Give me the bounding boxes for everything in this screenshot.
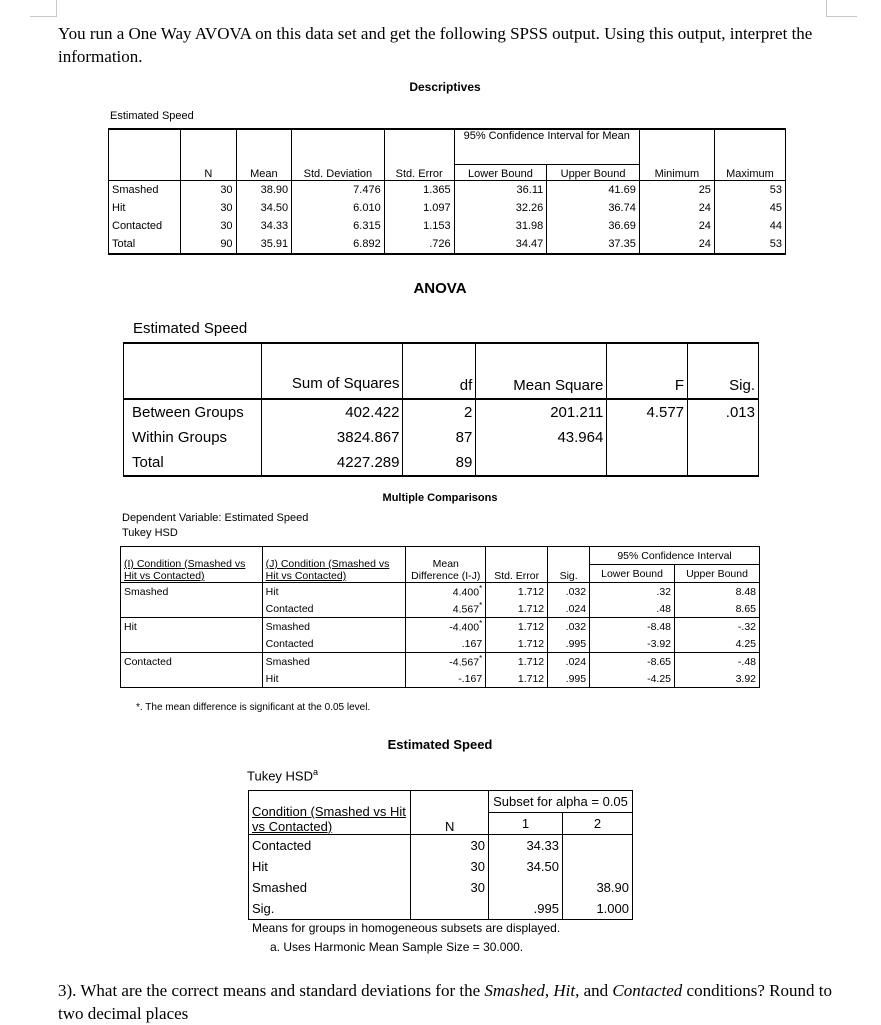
table-row xyxy=(249,856,633,877)
harmonic-mean-note: a. Uses Harmonic Mean Sample Size = 30.000. xyxy=(270,940,524,954)
cell-s1: .995 xyxy=(489,898,563,920)
cell-s2 xyxy=(562,835,632,857)
row-label: Hit xyxy=(249,856,411,877)
table-row xyxy=(121,653,760,671)
cell-ub: 3.92 xyxy=(675,670,760,688)
cell: 38.90 xyxy=(236,181,292,200)
cell-n: 30 xyxy=(411,877,489,898)
cell-lb: .32 xyxy=(590,583,675,601)
cell-se: 1.712 xyxy=(486,600,548,618)
table-row xyxy=(121,670,760,688)
table-row xyxy=(249,898,633,920)
n-header: N xyxy=(411,791,489,835)
cell-i xyxy=(121,635,263,653)
cell-s1: 34.33 xyxy=(489,835,563,857)
cell-n xyxy=(411,898,489,920)
table-row xyxy=(121,635,760,653)
multiple-comparisons-title: Multiple Comparisons xyxy=(382,492,498,504)
cell-sig: .024 xyxy=(548,653,590,671)
cell: 90 xyxy=(181,235,237,254)
cell: 35.91 xyxy=(236,235,292,254)
condition-hit: Hit xyxy=(553,981,576,1000)
cell xyxy=(688,450,759,476)
cell-md: -4.567* xyxy=(406,653,486,671)
homogeneous-method-label: Tukey HSD xyxy=(247,768,313,784)
table-row xyxy=(121,618,760,636)
cell xyxy=(607,450,688,476)
cell-lb: -8.48 xyxy=(590,618,675,636)
col-lb-header: Lower Bound xyxy=(590,565,675,583)
cell-sig: .024 xyxy=(548,600,590,618)
col-md-header: Mean Difference (I-J) xyxy=(406,547,486,583)
cell-md: -.167 xyxy=(406,670,486,688)
homogeneous-note: Means for groups in homogeneous subsets are displayed. xyxy=(252,921,561,935)
cell: 31.98 xyxy=(454,217,547,235)
cell: 87 xyxy=(403,425,476,450)
table-row xyxy=(121,600,760,618)
homogeneous-title: Estimated Speed xyxy=(387,737,493,752)
row-label: Contacted xyxy=(109,217,181,235)
cell: 1.097 xyxy=(384,199,454,217)
table-row xyxy=(109,235,786,254)
cell-s1: 34.50 xyxy=(489,856,563,877)
cell: 1.365 xyxy=(384,181,454,200)
cell-md: .167 xyxy=(406,635,486,653)
cell-se: 1.712 xyxy=(486,670,548,688)
anova-table xyxy=(123,342,759,477)
row-label: Total xyxy=(109,235,181,254)
col-header: F xyxy=(607,343,688,399)
cell-lb: -4.25 xyxy=(590,670,675,688)
cell-se: 1.712 xyxy=(486,618,548,636)
subset-col-header: 2 xyxy=(562,813,632,835)
row-label: Hit xyxy=(109,199,181,217)
cell-i xyxy=(121,670,263,688)
cell-n: 30 xyxy=(411,835,489,857)
cell: 36.74 xyxy=(547,199,640,217)
cell: 53 xyxy=(714,181,785,200)
col-i-header: (I) Condition (Smashed vs Hit vs Contacted) xyxy=(124,558,246,582)
question-intro: You run a One Way AVOVA on this data set and get the following SPSS output. Using this output, interpret the information. xyxy=(58,24,813,66)
ci-header: 95% Confidence Interval xyxy=(590,547,760,565)
cell-i: Hit xyxy=(121,618,263,636)
cell: 34.47 xyxy=(454,235,547,254)
subset-header: Subset for alpha = 0.05 xyxy=(489,791,633,813)
cell xyxy=(607,425,688,450)
col-header: Minimum xyxy=(639,165,714,181)
cell: 32.26 xyxy=(454,199,547,217)
cell-s1 xyxy=(489,877,563,898)
col-header: Upper Bound xyxy=(547,165,640,181)
cell: 45 xyxy=(714,199,785,217)
cell-ub: 8.65 xyxy=(675,600,760,618)
col-header: Maximum xyxy=(714,165,785,181)
dependent-variable-label: Dependent Variable: Estimated Speed xyxy=(122,512,309,524)
col-ub-header: Upper Bound xyxy=(675,565,760,583)
table-row xyxy=(124,450,759,476)
cell: 4.577 xyxy=(607,399,688,425)
table-row xyxy=(249,835,633,857)
question-3 xyxy=(58,979,848,1025)
col-header: N xyxy=(181,165,237,181)
condition-smashed: Smashed xyxy=(484,981,545,1000)
cell-lb: .48 xyxy=(590,600,675,618)
cell-md: -4.400* xyxy=(406,618,486,636)
cell: .013 xyxy=(688,399,759,425)
cell: 30 xyxy=(181,181,237,200)
cell-sig: .995 xyxy=(548,635,590,653)
table-row xyxy=(124,399,759,425)
table-row xyxy=(121,583,760,601)
homogeneous-method-sup: a xyxy=(312,767,318,777)
cell: 30 xyxy=(181,217,237,235)
cell: 36.69 xyxy=(547,217,640,235)
col-header: Sig. xyxy=(688,343,759,399)
cell-j: Contacted xyxy=(262,635,406,653)
row-label: Smashed xyxy=(109,181,181,200)
col-se-header: Std. Error xyxy=(486,547,548,583)
cell: 201.211 xyxy=(476,399,607,425)
anova-title: ANOVA xyxy=(413,280,467,297)
cell-ub: 4.25 xyxy=(675,635,760,653)
cell: 6.315 xyxy=(292,217,385,235)
col-header: Mean Square xyxy=(476,343,607,399)
cell-se: 1.712 xyxy=(486,653,548,671)
table-row xyxy=(249,877,633,898)
col-header: Std. Deviation xyxy=(292,165,385,181)
cell-ub: -.32 xyxy=(675,618,760,636)
cell: 53 xyxy=(714,235,785,254)
descriptives-title: Descriptives xyxy=(409,80,481,94)
table-row xyxy=(109,199,786,217)
condition-contacted: Contacted xyxy=(612,981,683,1000)
cell: 25 xyxy=(639,181,714,200)
cell xyxy=(476,450,607,476)
cell: 44 xyxy=(714,217,785,235)
col-header: Lower Bound xyxy=(454,165,547,181)
row-label: Between Groups xyxy=(124,399,262,425)
cell: 41.69 xyxy=(547,181,640,200)
anova-variable: Estimated Speed xyxy=(133,320,248,337)
row-label: Smashed xyxy=(249,877,411,898)
col-header: Std. Error xyxy=(384,165,454,181)
cell: 6.010 xyxy=(292,199,385,217)
cell: 30 xyxy=(181,199,237,217)
cell-s2: 1.000 xyxy=(562,898,632,920)
cell: 89 xyxy=(403,450,476,476)
table-row xyxy=(109,217,786,235)
cell-md: 4.567* xyxy=(406,600,486,618)
cell-s2 xyxy=(562,856,632,877)
cell-i: Contacted xyxy=(121,653,263,671)
cell-lb: -8.65 xyxy=(590,653,675,671)
page-corner-mark-right xyxy=(826,0,857,17)
cell-sig: .032 xyxy=(548,618,590,636)
cell-sig: .032 xyxy=(548,583,590,601)
question-3-prefix: 3). What are the correct means and standard deviations for the xyxy=(58,981,485,1000)
cell: 43.964 xyxy=(476,425,607,450)
cell-md: 4.400* xyxy=(406,583,486,601)
homogeneous-method xyxy=(247,767,318,783)
table-row xyxy=(124,425,759,450)
subset-col-header: 1 xyxy=(489,813,563,835)
question-3-sep1: , xyxy=(544,981,554,1000)
cell: 34.50 xyxy=(236,199,292,217)
page-corner-mark-left xyxy=(30,0,57,17)
cell: 402.422 xyxy=(261,399,403,425)
cell-se: 1.712 xyxy=(486,635,548,653)
col-header: df xyxy=(403,343,476,399)
condition-header: Condition (Smashed vs Hit vs Contacted) xyxy=(252,804,406,834)
cell-lb: -3.92 xyxy=(590,635,675,653)
row-label: Sig. xyxy=(249,898,411,920)
cell-j: Contacted xyxy=(262,600,406,618)
cell-i xyxy=(121,600,263,618)
mc-footnote: *. The mean difference is significant at the 0.05 level. xyxy=(136,702,371,713)
col-header: Sum of Squares xyxy=(261,343,403,399)
cell-ub: -.48 xyxy=(675,653,760,671)
cell-j: Hit xyxy=(262,670,406,688)
cell: 24 xyxy=(639,199,714,217)
cell-sig: .995 xyxy=(548,670,590,688)
question-3-suffix: conditions? Round to two decimal places xyxy=(58,981,832,1023)
cell: 24 xyxy=(639,217,714,235)
cell: 3824.867 xyxy=(261,425,403,450)
cell: 36.11 xyxy=(454,181,547,200)
row-label: Within Groups xyxy=(124,425,262,450)
question-3-sep2: , and xyxy=(575,981,613,1000)
col-sig-header: Sig. xyxy=(548,547,590,583)
cell: 7.476 xyxy=(292,181,385,200)
cell: 4227.289 xyxy=(261,450,403,476)
homogeneous-table xyxy=(248,790,633,920)
cell-i: Smashed xyxy=(121,583,263,601)
cell-ub: 8.48 xyxy=(675,583,760,601)
cell: 6.892 xyxy=(292,235,385,254)
descriptives-table xyxy=(108,128,786,255)
cell: .726 xyxy=(384,235,454,254)
cell-s2: 38.90 xyxy=(562,877,632,898)
col-j-header: (J) Condition (Smashed vs Hit vs Contacted) xyxy=(265,558,390,582)
ci-header: 95% Confidence Interval for Mean xyxy=(454,129,639,165)
cell: 34.33 xyxy=(236,217,292,235)
cell: 24 xyxy=(639,235,714,254)
cell-j: Smashed xyxy=(262,618,406,636)
cell-j: Smashed xyxy=(262,653,406,671)
row-label: Contacted xyxy=(249,835,411,857)
multiple-comparisons-table xyxy=(120,546,760,688)
cell-se: 1.712 xyxy=(486,583,548,601)
cell: 1.153 xyxy=(384,217,454,235)
col-header: Mean xyxy=(236,165,292,181)
row-label: Total xyxy=(124,450,262,476)
descriptives-variable: Estimated Speed xyxy=(110,110,194,122)
cell-n: 30 xyxy=(411,856,489,877)
cell: 2 xyxy=(403,399,476,425)
cell: 37.35 xyxy=(547,235,640,254)
cell-j: Hit xyxy=(262,583,406,601)
cell xyxy=(688,425,759,450)
tukey-label: Tukey HSD xyxy=(122,527,178,539)
table-row xyxy=(109,181,786,200)
